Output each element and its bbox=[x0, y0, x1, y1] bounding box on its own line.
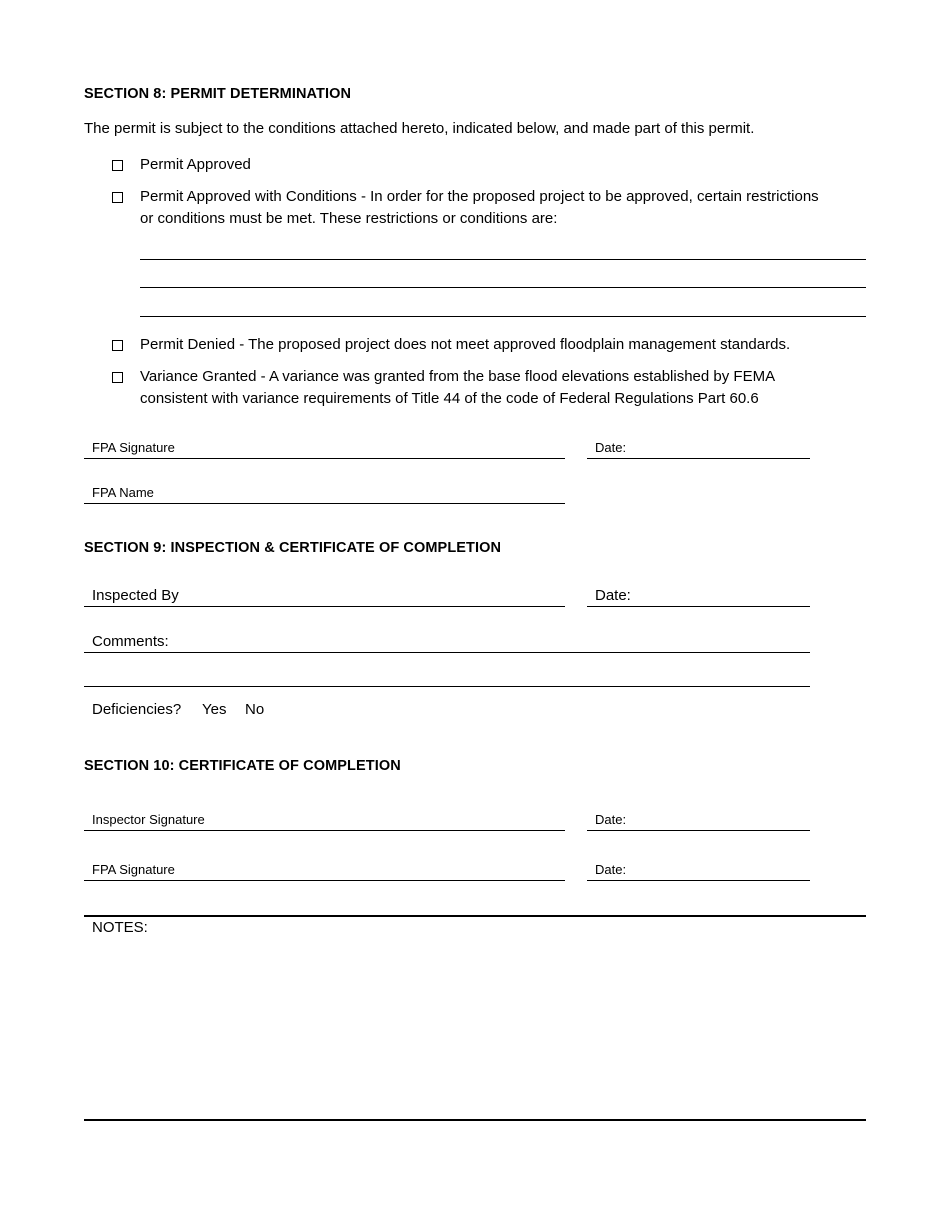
conditions-line-1[interactable] bbox=[140, 259, 866, 260]
fpa-signature-label: FPA Signature bbox=[92, 440, 175, 455]
variance-granted-label-line2: consistent with variance requirements of Title 44 of the code of Federal Regulations Part 60.6 bbox=[140, 390, 759, 407]
inspected-by-date-line[interactable] bbox=[587, 606, 810, 607]
section10-fpa-date-label: Date: bbox=[595, 862, 627, 877]
notes-area[interactable] bbox=[84, 917, 866, 1119]
permit-denied-checkbox[interactable] bbox=[112, 340, 123, 351]
section10-fpa-date-line[interactable] bbox=[587, 880, 810, 881]
notes-bottom-border bbox=[84, 1119, 866, 1121]
deficiencies-yes-option[interactable]: Yes bbox=[202, 701, 227, 718]
permit-approved-conditions-checkbox[interactable] bbox=[112, 192, 123, 203]
variance-granted-label-line1: Variance Granted - A variance was granted from the base flood elevations established by FEMA bbox=[140, 368, 776, 385]
conditions-line-2[interactable] bbox=[140, 287, 866, 288]
fpa-signature-date-line[interactable] bbox=[587, 458, 810, 459]
variance-granted-checkbox[interactable] bbox=[112, 372, 123, 383]
inspector-signature-date-label: Date: bbox=[595, 812, 627, 827]
inspected-by-label: Inspected By bbox=[92, 587, 179, 604]
section9-heading: SECTION 9: INSPECTION & CERTIFICATE OF COMPLETION bbox=[84, 540, 502, 556]
fpa-name-line[interactable] bbox=[84, 503, 565, 504]
fpa-name-label: FPA Name bbox=[92, 485, 154, 500]
section10-fpa-signature-line[interactable] bbox=[84, 880, 565, 881]
deficiencies-no-option[interactable]: No bbox=[245, 701, 265, 718]
comments-line-2[interactable] bbox=[84, 686, 810, 687]
inspected-by-line[interactable] bbox=[84, 606, 565, 607]
deficiencies-label: Deficiencies? bbox=[92, 701, 182, 718]
permit-denied-label: Permit Denied - The proposed project does not meet approved floodplain management standards. bbox=[140, 336, 791, 353]
section10-fpa-signature-label: FPA Signature bbox=[92, 862, 175, 877]
comments-label: Comments: bbox=[92, 633, 169, 650]
conditions-line-3[interactable] bbox=[140, 316, 866, 317]
fpa-signature-line[interactable] bbox=[84, 458, 565, 459]
inspector-signature-date-line[interactable] bbox=[587, 830, 810, 831]
notes-label: NOTES: bbox=[92, 919, 148, 936]
fpa-signature-date-label: Date: bbox=[595, 440, 627, 455]
permit-approved-checkbox[interactable] bbox=[112, 160, 123, 171]
section10-heading: SECTION 10: CERTIFICATE OF COMPLETION bbox=[84, 758, 401, 774]
comments-line-1[interactable] bbox=[84, 652, 810, 653]
permit-approved-conditions-label-line1: Permit Approved with Conditions - In order for the proposed project to be approved, certain restrictions bbox=[140, 188, 819, 205]
inspected-by-date-label: Date: bbox=[595, 587, 631, 604]
section8-intro: The permit is subject to the conditions attached hereto, indicated below, and made part of this permit. bbox=[84, 120, 755, 137]
section8-heading: SECTION 8: PERMIT DETERMINATION bbox=[84, 86, 352, 102]
inspector-signature-label: Inspector Signature bbox=[92, 812, 205, 827]
permit-approved-conditions-label-line2: or conditions must be met. These restrictions or conditions are: bbox=[140, 210, 558, 227]
inspector-signature-line[interactable] bbox=[84, 830, 565, 831]
permit-approved-label: Permit Approved bbox=[140, 156, 251, 173]
